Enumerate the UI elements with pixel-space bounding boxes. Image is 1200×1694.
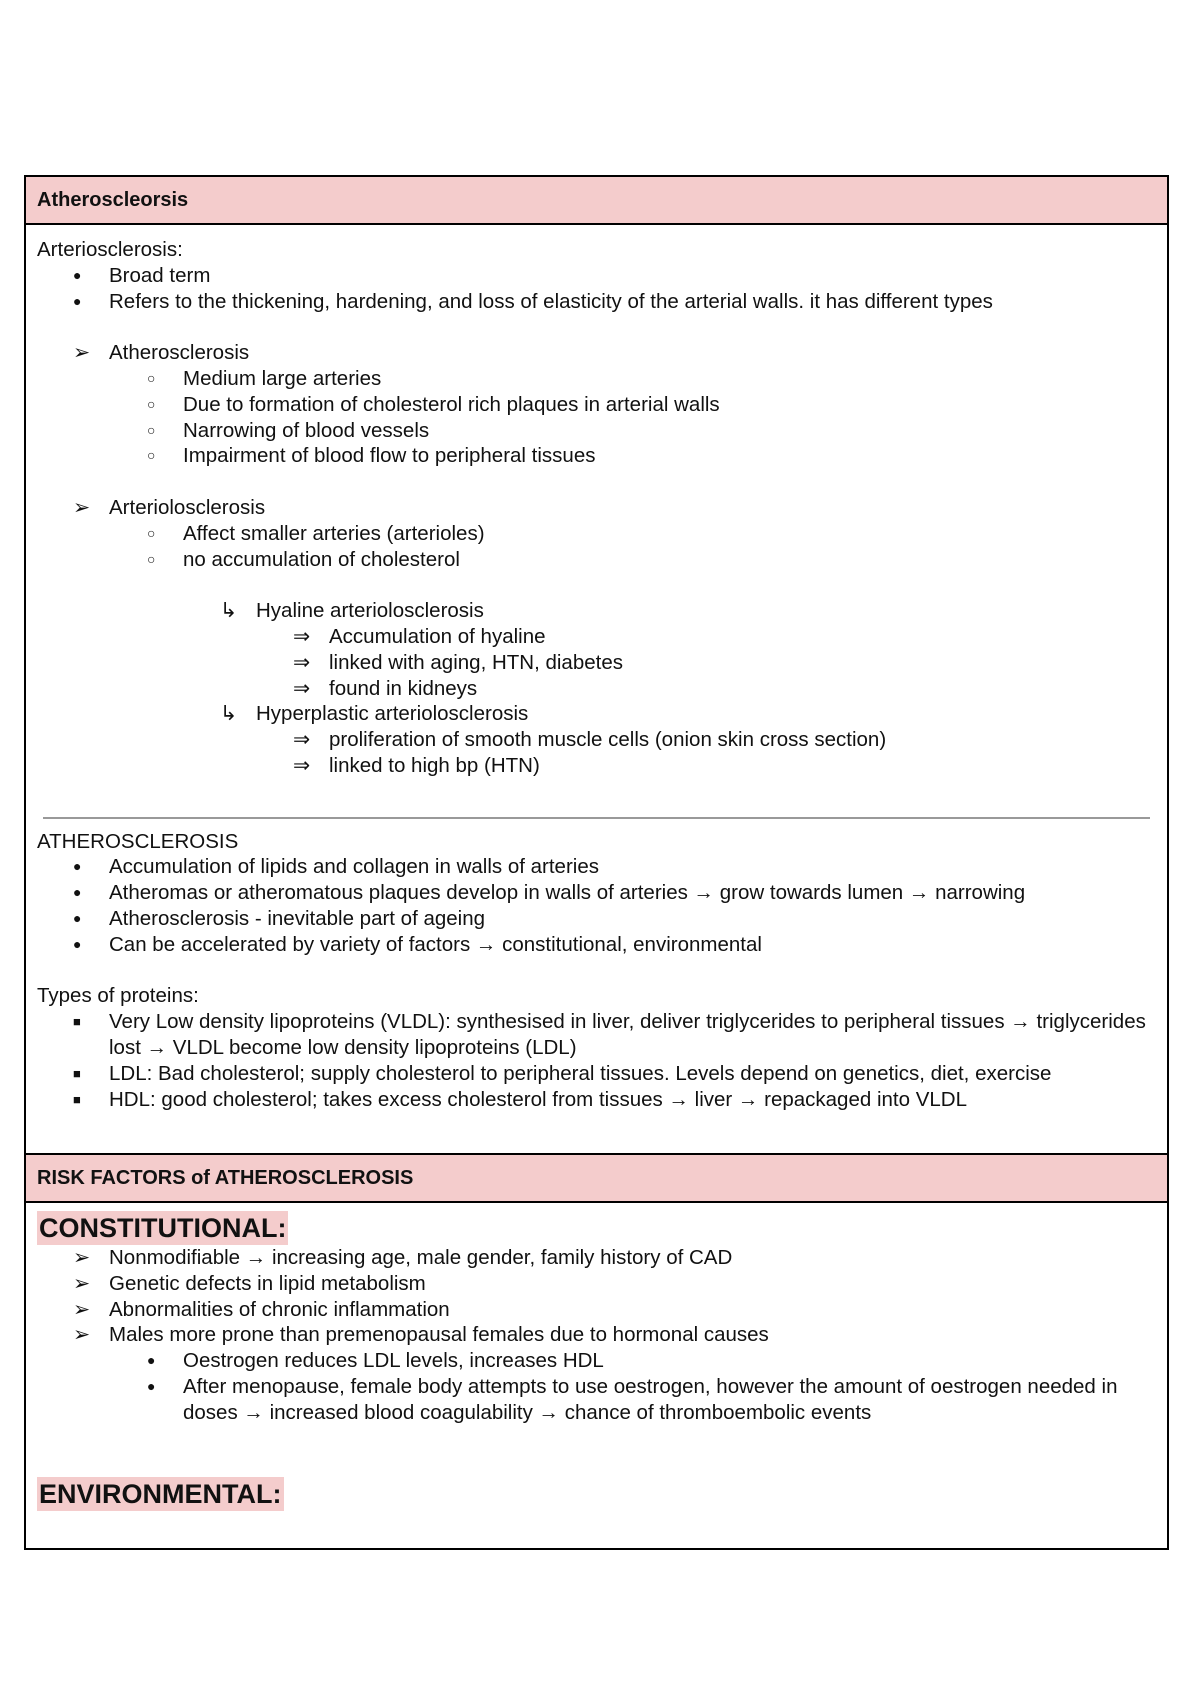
bullet-dot-icon: ● bbox=[73, 884, 82, 901]
list-item: ○ no accumulation of cholesterol bbox=[147, 547, 460, 571]
list-item: ○ Affect smaller arteries (arterioles) bbox=[147, 521, 485, 545]
arteriosclerosis-label: Arteriosclerosis: bbox=[37, 238, 183, 261]
bullet-circle-icon: ○ bbox=[147, 369, 156, 386]
list-item: ➢ Abnormalities of chronic inflammation bbox=[73, 1297, 450, 1321]
arrow-bullet-icon: ➢ bbox=[73, 341, 91, 365]
list-item: ● Accumulation of lipids and collagen in walls of arteries bbox=[73, 855, 599, 879]
hook-arrow-icon: ↳ bbox=[220, 599, 238, 623]
list-item: ● Can be accelerated by variety of factors → constitutional, environmental bbox=[73, 932, 762, 956]
bullet-square-icon: ■ bbox=[73, 1014, 81, 1030]
arrow-bullet-icon: ➢ bbox=[73, 1323, 91, 1347]
section-body-risk-factors bbox=[26, 1203, 1167, 1548]
horizontal-divider bbox=[43, 817, 1150, 819]
list-item: ⇒ found in kidneys bbox=[293, 676, 478, 700]
bullet-square-icon: ■ bbox=[73, 1065, 81, 1081]
list-item: ■ HDL: good cholesterol; takes excess cholesterol from tissues → liver → repackaged into VLDL bbox=[73, 1087, 967, 1111]
list-item: ○ Impairment of blood flow to peripheral tissues bbox=[147, 444, 596, 468]
bullet-dot-icon: ● bbox=[73, 292, 82, 309]
list-item: ● Broad term bbox=[73, 263, 211, 287]
bullet-dot-icon: ● bbox=[73, 266, 82, 283]
list-item: ○ Medium large arteries bbox=[147, 366, 382, 390]
list-item: ● Refers to the thickening, hardening, and loss of elasticity of the arterial walls. it has different types bbox=[73, 289, 993, 313]
arrow-bullet-icon: ➢ bbox=[73, 495, 91, 519]
section-body-atherosclerosis bbox=[26, 225, 1167, 1155]
bullet-circle-icon: ○ bbox=[147, 524, 156, 541]
arrow-bullet-icon: ➢ bbox=[73, 1246, 91, 1269]
list-item: ■ LDL: Bad cholesterol; supply cholesterol to peripheral tissues. Levels depend on genetics, diet, exercise bbox=[73, 1061, 1052, 1085]
arrow-bullet-icon: ➢ bbox=[73, 1271, 91, 1295]
bullet-dot-icon: ● bbox=[73, 858, 82, 875]
list-item: ➢ Nonmodifiable → increasing age, male gender, family history of CAD bbox=[73, 1246, 733, 1269]
bullet-circle-icon: ○ bbox=[147, 395, 156, 412]
environmental-heading: ENVIRONMENTAL: bbox=[39, 1479, 282, 1510]
list-item: ● After menopause, female body attempts to use oestrogen, however the amount of oestrogen needed in doses → increased blood coagulability → chance of thromboembolic events bbox=[147, 1374, 1118, 1424]
list-item: ○ Narrowing of blood vessels bbox=[147, 418, 430, 442]
double-arrow-icon: ⇒ bbox=[293, 753, 311, 777]
section-header-risk-factors: RISK FACTORS of ATHEROSCLEROSIS bbox=[26, 1155, 1167, 1203]
bullet-dot-icon: ● bbox=[73, 935, 82, 952]
notes-table bbox=[24, 175, 1169, 1550]
arrow-bullet-icon: ➢ bbox=[73, 1297, 91, 1321]
double-arrow-icon: ⇒ bbox=[293, 676, 311, 700]
bullet-dot-icon: ● bbox=[73, 909, 82, 926]
list-item: ⇒ proliferation of smooth muscle cells (onion skin cross section) bbox=[293, 728, 887, 752]
bullet-circle-icon: ○ bbox=[147, 447, 156, 464]
hyaline-subheading: ↳ Hyaline arteriolosclerosis bbox=[220, 599, 484, 623]
list-item: ⇒ Accumulation of hyaline bbox=[293, 624, 546, 648]
constitutional-heading: CONSTITUTIONAL: bbox=[39, 1213, 287, 1243]
bullet-square-icon: ■ bbox=[73, 1091, 81, 1107]
atherosclerosis-caps-heading: ATHEROSCLEROSIS bbox=[37, 829, 239, 853]
atherosclerosis-subheading: ➢ Atherosclerosis bbox=[73, 341, 250, 365]
double-arrow-icon: ⇒ bbox=[293, 624, 311, 648]
list-item: ➢ Males more prone than premenopausal females due to hormonal causes bbox=[73, 1323, 769, 1347]
bullet-circle-icon: ○ bbox=[147, 550, 156, 567]
proteins-heading: Types of proteins: bbox=[37, 984, 199, 1008]
hyperplastic-subheading: ↳ Hyperplastic arteriolosclerosis bbox=[220, 702, 529, 726]
list-item: ● Oestrogen reduces LDL levels, increases HDL bbox=[147, 1349, 604, 1373]
list-item: ○ Due to formation of cholesterol rich plaques in arterial walls bbox=[147, 392, 720, 416]
list-item: ➢ Genetic defects in lipid metabolism bbox=[73, 1271, 426, 1295]
list-item: ⇒ linked to high bp (HTN) bbox=[293, 753, 540, 777]
bullet-circle-icon: ○ bbox=[147, 421, 156, 438]
double-arrow-icon: ⇒ bbox=[293, 728, 311, 752]
bullet-dot-icon: ● bbox=[147, 1377, 156, 1394]
list-item: ⇒ linked with aging, HTN, diabetes bbox=[293, 650, 623, 674]
list-item: ■ Very Low density lipoproteins (VLDL): synthesised in liver, deliver triglycerides to peripheral tissues → triglycerides lost → VLDL become low density lipoproteins (LDL) bbox=[73, 1010, 1146, 1059]
list-item: ● Atheromas or atheromatous plaques develop in walls of arteries → grow towards lumen → narrowing bbox=[73, 881, 1026, 905]
bullet-dot-icon: ● bbox=[147, 1352, 156, 1369]
section-header-atherosclerosis: Atheroscleorsis bbox=[26, 177, 1167, 225]
double-arrow-icon: ⇒ bbox=[293, 650, 311, 674]
hook-arrow-icon: ↳ bbox=[220, 702, 238, 726]
list-item: ● Atherosclerosis - inevitable part of ageing bbox=[73, 906, 486, 930]
arteriolosclerosis-subheading: ➢ Arteriolosclerosis bbox=[73, 495, 266, 519]
